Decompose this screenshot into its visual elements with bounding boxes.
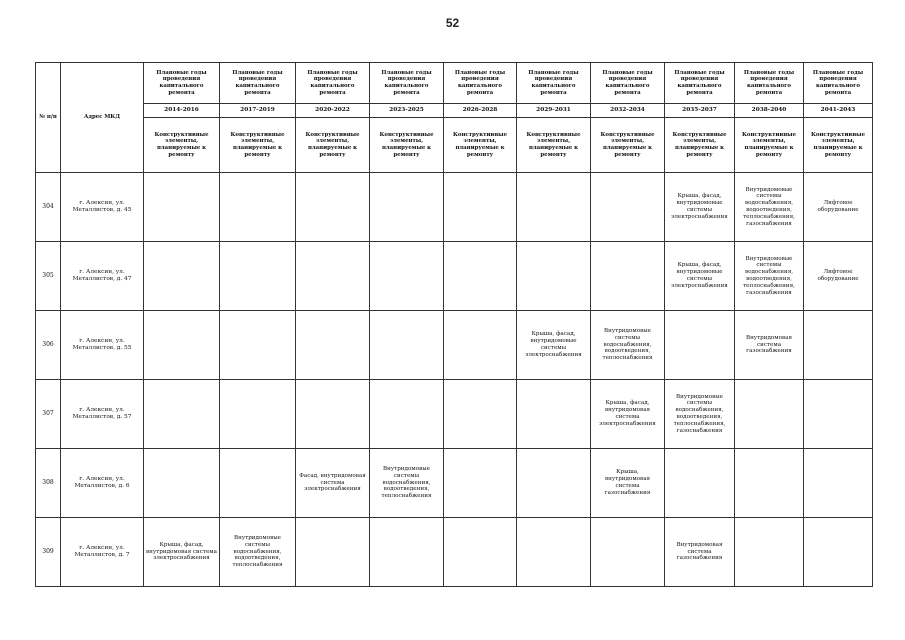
period-years: 2017-2019 bbox=[220, 104, 296, 118]
repair-cell bbox=[804, 518, 873, 587]
repair-cell bbox=[444, 380, 517, 449]
table-row bbox=[36, 311, 873, 380]
period-title: Плановые годы проведения капитального ремонта bbox=[735, 63, 804, 104]
table-row bbox=[36, 242, 873, 311]
repair-cell bbox=[144, 449, 220, 518]
capital-repair-table bbox=[35, 62, 873, 587]
repair-cell bbox=[735, 380, 804, 449]
period-title: Плановые годы проведения капитального ремонта bbox=[665, 63, 735, 104]
period-subheader: Конструктивные элементы, планируемые к ремонту bbox=[804, 118, 873, 173]
repair-cell bbox=[296, 173, 370, 242]
row-number: 309 bbox=[36, 518, 61, 587]
period-title: Плановые годы проведения капитального ремонта bbox=[444, 63, 517, 104]
table-body bbox=[36, 173, 873, 587]
repair-cell bbox=[591, 173, 665, 242]
row-number: 308 bbox=[36, 449, 61, 518]
repair-cell bbox=[296, 242, 370, 311]
repair-cell bbox=[665, 449, 735, 518]
repair-cell: Крыша, фасад, внутридомовая система электроснабжения bbox=[144, 518, 220, 587]
period-subheader: Конструктивные элементы, планируемые к ремонту bbox=[665, 118, 735, 173]
repair-cell bbox=[517, 173, 591, 242]
period-title: Плановые годы проведения капитального ремонта bbox=[804, 63, 873, 104]
repair-cell bbox=[370, 380, 444, 449]
address-cell: г. Алексин, ул. Металлистов, д. 57 bbox=[61, 380, 144, 449]
repair-cell bbox=[517, 380, 591, 449]
address-cell: г. Алексин, ул. Металлистов, д. 7 bbox=[61, 518, 144, 587]
period-subheader: Конструктивные элементы, планируемые к ремонту bbox=[144, 118, 220, 173]
repair-cell: Лифтовое оборудование bbox=[804, 242, 873, 311]
repair-cell bbox=[735, 518, 804, 587]
repair-cell bbox=[517, 242, 591, 311]
period-years: 2020-2022 bbox=[296, 104, 370, 118]
period-years: 2035-2037 bbox=[665, 104, 735, 118]
table-row bbox=[36, 380, 873, 449]
period-subheader: Конструктивные элементы, планируемые к ремонту bbox=[220, 118, 296, 173]
period-years: 2029-2031 bbox=[517, 104, 591, 118]
repair-cell: Крыша, внутридомовая система газоснабжения bbox=[591, 449, 665, 518]
repair-cell: Крыша, фасад, внутридомовые системы электроснабжения bbox=[665, 242, 735, 311]
repair-cell bbox=[804, 449, 873, 518]
row-number: 305 bbox=[36, 242, 61, 311]
repair-cell bbox=[220, 242, 296, 311]
repair-cell bbox=[804, 311, 873, 380]
repair-cell bbox=[144, 242, 220, 311]
repair-cell bbox=[444, 518, 517, 587]
period-subheader: Конструктивные элементы, планируемые к ремонту bbox=[735, 118, 804, 173]
repair-cell bbox=[220, 380, 296, 449]
period-subheader: Конструктивные элементы, планируемые к ремонту bbox=[444, 118, 517, 173]
repair-cell: Внутридомовые системы водоснабжения, водоотведения, теплоснабжения bbox=[220, 518, 296, 587]
address-cell: г. Алексин, ул. Металлистов, д. 45 bbox=[61, 173, 144, 242]
period-years: 2032-2034 bbox=[591, 104, 665, 118]
address-cell: г. Алексин, ул. Металлистов, д. 55 bbox=[61, 311, 144, 380]
repair-cell bbox=[370, 173, 444, 242]
period-years: 2041-2043 bbox=[804, 104, 873, 118]
repair-cell bbox=[517, 518, 591, 587]
repair-cell bbox=[370, 518, 444, 587]
row-number: 307 bbox=[36, 380, 61, 449]
repair-cell bbox=[444, 311, 517, 380]
period-years: 2014-2016 bbox=[144, 104, 220, 118]
period-subheader: Конструктивные элементы, планируемые к ремонту bbox=[370, 118, 444, 173]
repair-cell bbox=[444, 242, 517, 311]
repair-cell bbox=[144, 311, 220, 380]
period-subheader: Конструктивные элементы, планируемые к ремонту bbox=[591, 118, 665, 173]
row-number-header: № п/п bbox=[36, 63, 61, 173]
address-cell: г. Алексин, ул. Металлистов, д. 47 bbox=[61, 242, 144, 311]
repair-cell bbox=[296, 518, 370, 587]
repair-cell: Внутридомовые системы водоснабжения, водоотведения, теплоснабжения, газоснабжения bbox=[735, 242, 804, 311]
repair-cell bbox=[220, 173, 296, 242]
period-years: 2038-2040 bbox=[735, 104, 804, 118]
repair-cell bbox=[591, 242, 665, 311]
repair-cell: Внутридомовые системы водоснабжения, водоотведения, теплоснабжения bbox=[370, 449, 444, 518]
repair-cell: Внутридомовые системы водоснабжения, водоотведения, теплоснабжения bbox=[591, 311, 665, 380]
table-row bbox=[36, 518, 873, 587]
repair-cell bbox=[370, 311, 444, 380]
period-title: Плановые годы проведения капитального ремонта bbox=[144, 63, 220, 104]
period-title: Плановые годы проведения капитального ремонта bbox=[370, 63, 444, 104]
repair-cell: Внутридомовые системы водоснабжения, водоотведения, теплоснабжения, газоснабжения bbox=[735, 173, 804, 242]
repair-cell bbox=[804, 380, 873, 449]
repair-cell bbox=[591, 518, 665, 587]
repair-cell: Внутридомовая система газоснабжения bbox=[735, 311, 804, 380]
repair-cell bbox=[665, 311, 735, 380]
repair-cell bbox=[735, 449, 804, 518]
table-row bbox=[36, 449, 873, 518]
repair-cell bbox=[517, 449, 591, 518]
period-title: Плановые годы проведения капитального ремонта bbox=[591, 63, 665, 104]
repair-cell bbox=[220, 449, 296, 518]
repair-cell bbox=[296, 380, 370, 449]
period-subheader: Конструктивные элементы, планируемые к ремонту bbox=[517, 118, 591, 173]
period-subheader: Конструктивные элементы, планируемые к ремонту bbox=[296, 118, 370, 173]
period-title: Плановые годы проведения капитального ремонта bbox=[296, 63, 370, 104]
period-years: 2023-2025 bbox=[370, 104, 444, 118]
repair-cell: Внутридомовая система газоснабжения bbox=[665, 518, 735, 587]
repair-cell: Крыша, фасад, внутридомовые системы электроснабжения bbox=[517, 311, 591, 380]
table-row bbox=[36, 173, 873, 242]
repair-cell bbox=[296, 311, 370, 380]
repair-cell: Крыша, фасад, внутридомовая система электроснабжения bbox=[591, 380, 665, 449]
address-cell: г. Алексин, ул. Металлистов, д. 6 bbox=[61, 449, 144, 518]
repair-cell: Фасад, внутридомовая система электроснабжения bbox=[296, 449, 370, 518]
period-title: Плановые годы проведения капитального ремонта bbox=[220, 63, 296, 104]
repair-cell bbox=[144, 380, 220, 449]
repair-cell: Лифтовое оборудование bbox=[804, 173, 873, 242]
period-title: Плановые годы проведения капитального ремонта bbox=[517, 63, 591, 104]
repair-cell: Крыша, фасад, внутридомовые системы электроснабжения bbox=[665, 173, 735, 242]
address-header: Адрес МКД bbox=[61, 63, 144, 173]
page-number: 52 bbox=[445, 16, 460, 30]
row-number: 306 bbox=[36, 311, 61, 380]
table-header bbox=[36, 63, 873, 173]
repair-cell bbox=[220, 311, 296, 380]
repair-cell bbox=[444, 173, 517, 242]
period-years: 2026-2028 bbox=[444, 104, 517, 118]
row-number: 304 bbox=[36, 173, 61, 242]
repair-cell bbox=[370, 242, 444, 311]
repair-cell bbox=[144, 173, 220, 242]
repair-cell: Внутридомовые системы водоснабжения, водоотведения, теплоснабжения, газоснабжения bbox=[665, 380, 735, 449]
repair-cell bbox=[444, 449, 517, 518]
